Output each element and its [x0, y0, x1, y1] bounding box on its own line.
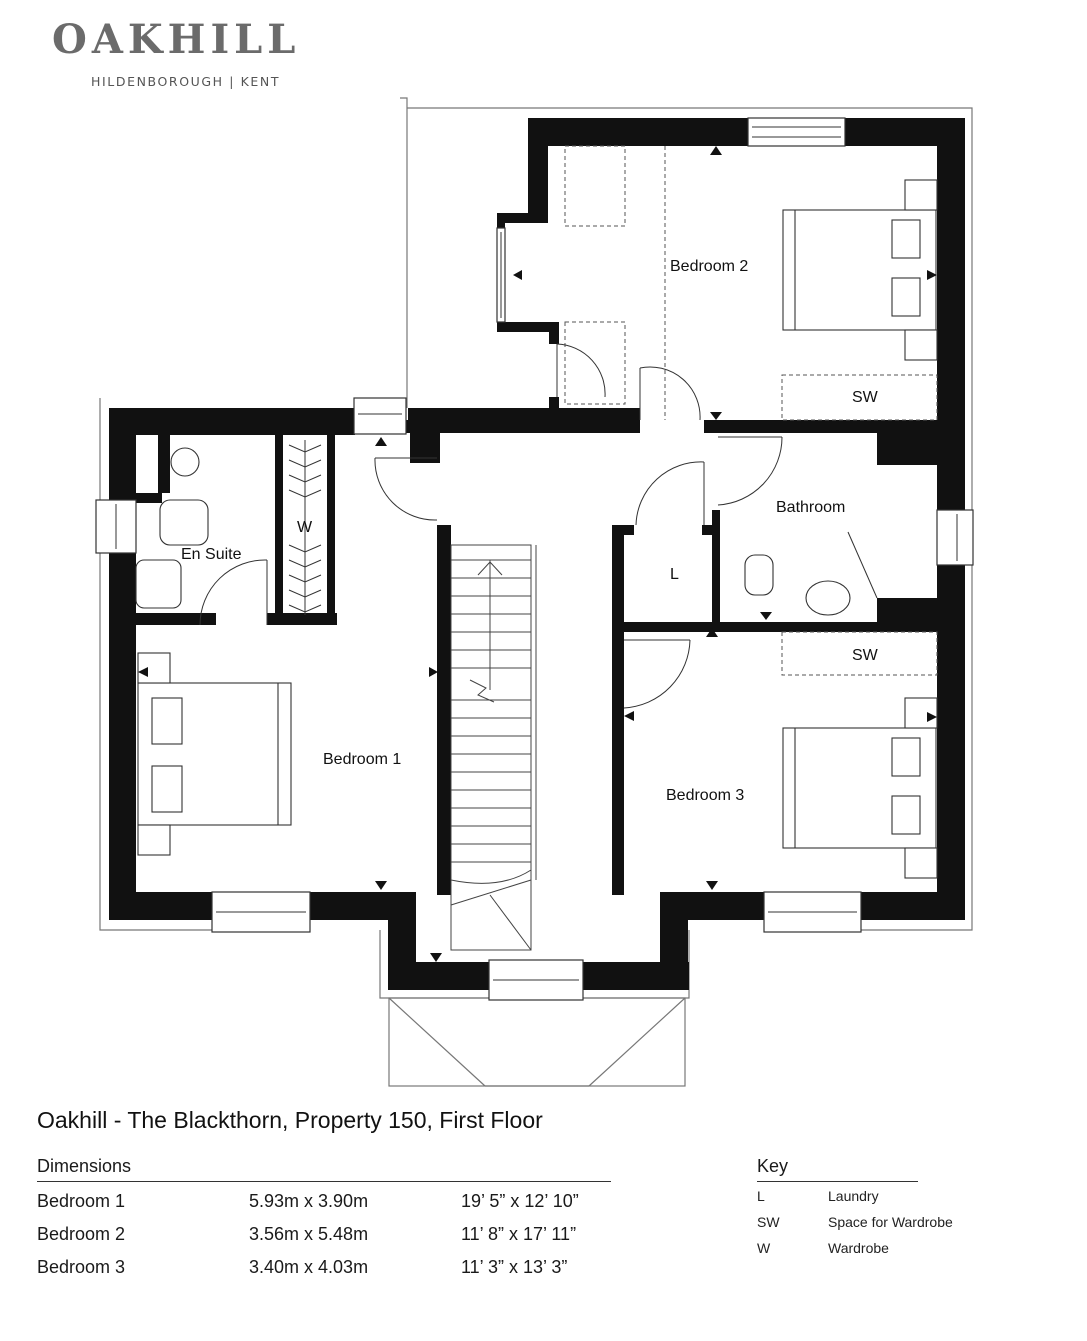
label-bedroom3: Bedroom 3: [666, 787, 745, 804]
dim-metric: 3.40m x 4.03m: [249, 1257, 369, 1277]
key-table: [757, 1156, 1057, 1260]
key-code: L: [757, 1188, 765, 1204]
label-sw-bottom: SW: [852, 647, 878, 664]
key-code: SW: [757, 1214, 780, 1230]
dim-room: Bedroom 3: [37, 1257, 126, 1277]
label-bathroom: Bathroom: [776, 499, 846, 516]
dim-room: Bedroom 1: [37, 1191, 126, 1211]
label-bedroom1: Bedroom 1: [323, 751, 402, 768]
dimensions-row: [37, 1248, 611, 1281]
dim-imperial: 11’ 8” x 17’ 11”: [461, 1224, 577, 1244]
dimensions-table: [37, 1156, 611, 1281]
brand-location: HILDENBOROUGH | KENT: [91, 74, 281, 89]
plan-caption: Oakhill - The Blackthorn, Property 150, First Floor: [37, 1107, 543, 1133]
label-bedroom2: Bedroom 2: [670, 258, 749, 275]
label-sw-top: SW: [852, 389, 878, 406]
key-row: [757, 1234, 1057, 1260]
toilet-ensuite: [160, 500, 208, 545]
staircase: [451, 545, 536, 950]
key-meaning: Laundry: [828, 1188, 879, 1204]
key-row: [757, 1182, 1057, 1208]
brand-name: OAKHILL: [52, 16, 301, 63]
toilet-bathroom: [745, 555, 773, 595]
dim-imperial: 19’ 5” x 12’ 10”: [461, 1191, 579, 1211]
window-bedroom2: [748, 118, 845, 146]
key-meaning: Wardrobe: [828, 1240, 889, 1256]
dimensions-heading: Dimensions: [37, 1156, 611, 1182]
window-bathroom: [937, 510, 973, 565]
basin-ensuite: [136, 560, 181, 608]
dim-metric: 3.56m x 5.48m: [249, 1224, 369, 1244]
window-hall: [354, 398, 406, 434]
key-row: [757, 1208, 1057, 1234]
basin-bathroom: [806, 581, 850, 615]
key-code: W: [757, 1240, 771, 1256]
dim-room: Bedroom 2: [37, 1224, 126, 1244]
label-wardrobe: W: [297, 519, 313, 536]
dimensions-row: [37, 1215, 611, 1248]
key-heading: Key: [757, 1156, 918, 1182]
shower: [171, 448, 199, 476]
label-laundry: L: [670, 566, 679, 583]
label-ensuite: En Suite: [181, 546, 242, 563]
dimensions-row: [37, 1182, 611, 1215]
dim-metric: 5.93m x 3.90m: [249, 1191, 369, 1211]
key-meaning: Space for Wardrobe: [828, 1214, 953, 1230]
dim-imperial: 11’ 3” x 13’ 3”: [461, 1257, 568, 1277]
